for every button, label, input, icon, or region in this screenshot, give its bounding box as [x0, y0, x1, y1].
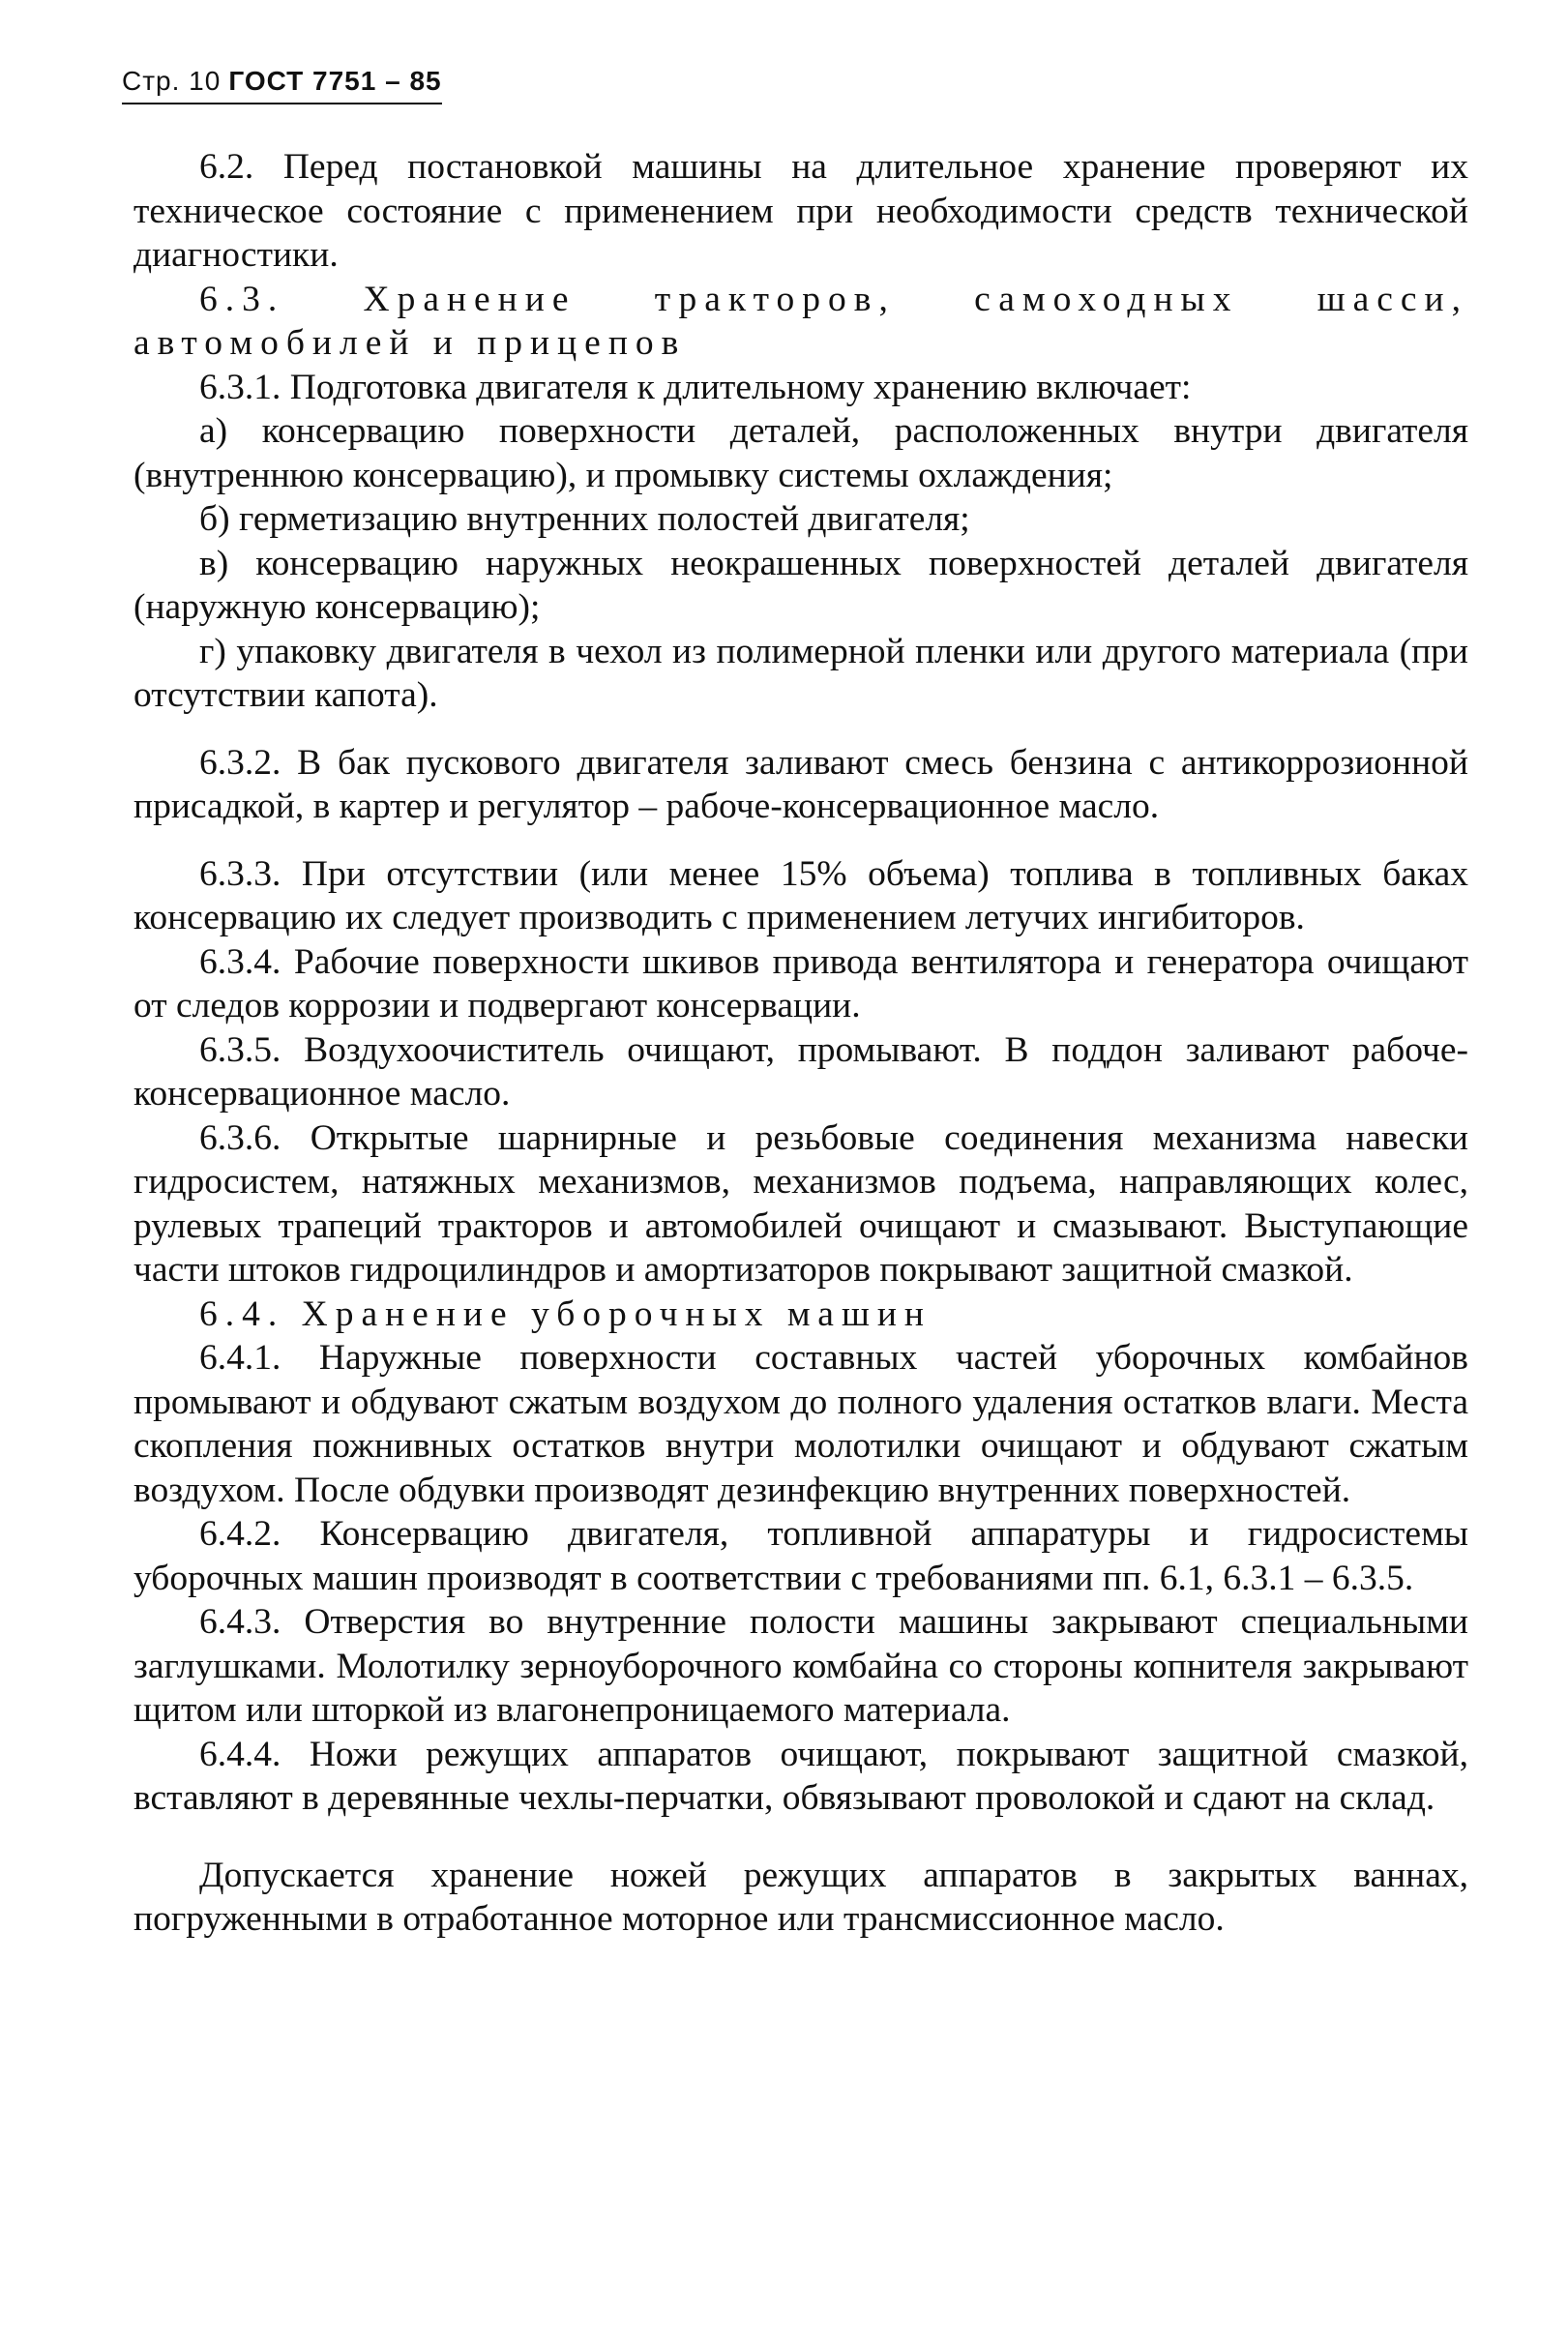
list-item-g: г) упаковку двигателя в чехол из полимерной пленки или другого материала (при отсутствии капота).	[133, 631, 1468, 715]
paragraph-6-3-4: 6.3.4. Рабочие поверхности шкивов привода вентилятора и генератора очищают от следов коррозии и подвергают консервации.	[133, 941, 1468, 1025]
paragraph-6-4-2: 6.4.2. Консервацию двигателя, топливной аппаратуры и гидросистемы уборочных машин производят в соответствии с требованиями пп. 6.1, 6.3.1 – 6.3.5.	[133, 1514, 1468, 1598]
section-heading-6-4: 6.4. Хранение уборочных машин	[199, 1293, 932, 1334]
paragraph-6-3-3: 6.3.3. При отсутствии (или менее 15% объема) топлива в топливных баках консервацию их следует производить с применением летучих ингибиторов.	[133, 853, 1468, 937]
paragraph-6-3-6: 6.3.6. Открытые шарнирные и резьбовые соединения механизма навески гидросистем, натяжных механизмов, механизмов подъема, направляющих колес, рулевых трапеций тракторов и автомобилей очищают и смазывают. Выступающие части штоков гидроцилиндров и амортизаторов покрывают защитной смазкой.	[133, 1117, 1468, 1290]
paragraph-6-2: 6.2. Перед постановкой машины на длительное хранение проверяют их техническое состояние с применением при необходимости средств технической диагностики.	[133, 147, 1468, 275]
paragraph-6-3-5: 6.3.5. Воздухоочиститель очищают, промывают. В поддон заливают рабоче-консервационное масло.	[133, 1029, 1468, 1114]
list-item-a: а) консервацию поверхности деталей, расположенных внутри двигателя (внутреннюю консервацию), и промывку системы охлаждения;	[133, 411, 1468, 495]
page-header	[122, 66, 442, 104]
paragraph-6-3-2: 6.3.2. В бак пускового двигателя заливают смесь бензина с антикоррозионной присадкой, в картер и регулятор – рабоче-консервационное масло.	[133, 742, 1468, 826]
list-item-v: в) консервацию наружных неокрашенных поверхностей деталей двигателя (наружную консервацию);	[133, 543, 1468, 627]
document-body	[133, 145, 1468, 1942]
page-number: Стр. 10	[122, 66, 222, 96]
paragraph-6-4-3: 6.4.3. Отверстия во внутренние полости машины закрывают специальными заглушками. Молотилку зерноуборочного комбайна со стороны копнителя закрывают щитом или шторкой из влагонепроницаемого материала.	[133, 1602, 1468, 1730]
paragraph-6-4-1: 6.4.1. Наружные поверхности составных частей уборочных комбайнов промывают и обдувают сжатым воздухом до полного удаления остатков влаги. Места скопления пожнивных остатков внутри молотилки очищают и обдувают сжатым воздухом. После обдувки производят дезинфекцию внутренних поверхностей.	[133, 1338, 1468, 1510]
paragraph-6-3-1: 6.3.1. Подготовка двигателя к длительному хранению включает:	[199, 367, 1192, 407]
paragraph-note: Допускается хранение ножей режущих аппаратов в закрытых ваннах, погруженными в отработанное моторное или трансмиссионное масло.	[133, 1855, 1468, 1939]
section-heading-6-3: 6.3. Хранение тракторов, самоходных шасси, автомобилей и прицепов	[133, 279, 1468, 363]
paragraph-6-4-4: 6.4.4. Ножи режущих аппаратов очищают, покрывают защитной смазкой, вставляют в деревянные чехлы-перчатки, обвязывают проволокой и сдают на склад.	[133, 1734, 1468, 1818]
standard-number: ГОСТ 7751 – 85	[228, 66, 442, 96]
list-item-b: б) герметизацию внутренних полостей двигателя;	[199, 499, 970, 539]
